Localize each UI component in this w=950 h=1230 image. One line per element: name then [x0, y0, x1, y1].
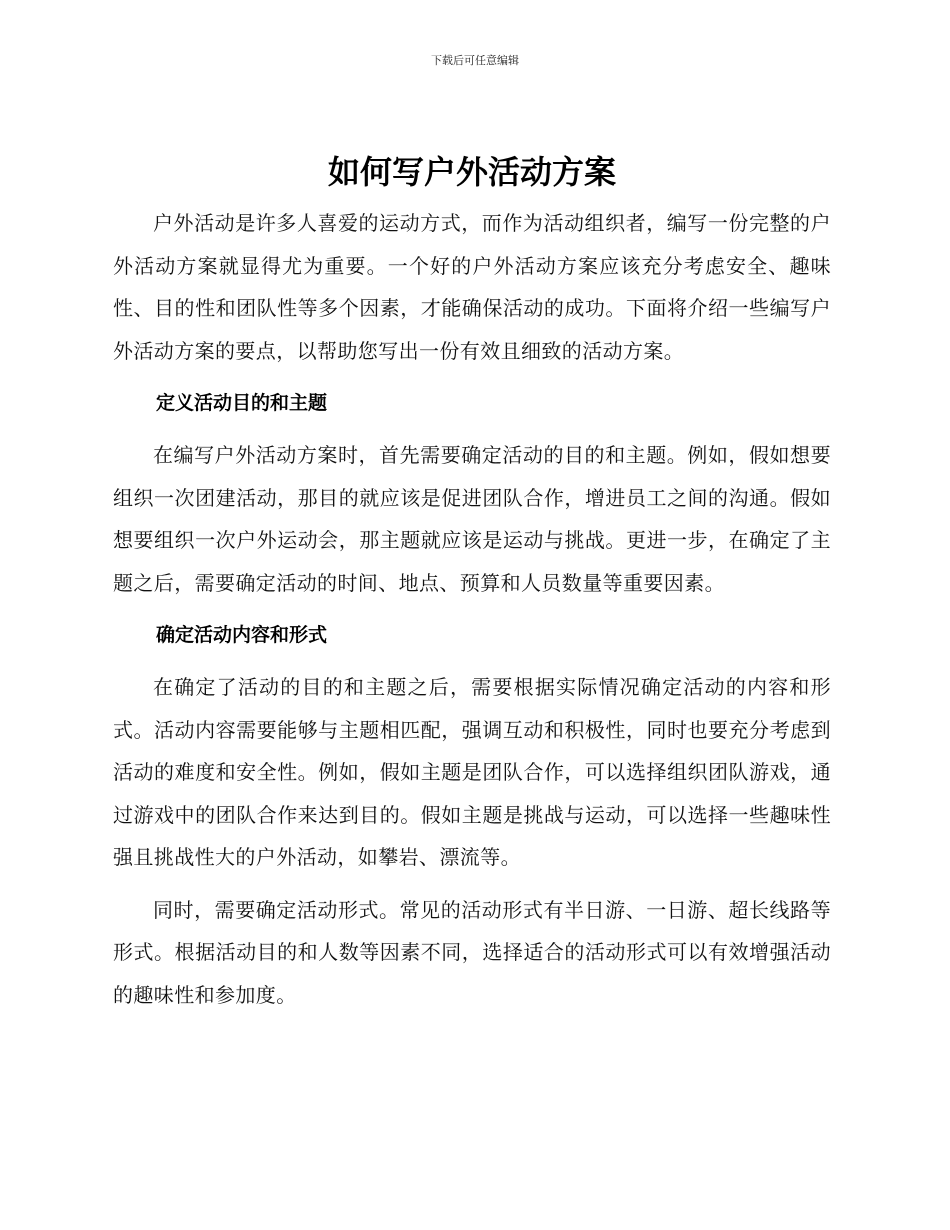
intro-paragraph: 户外活动是许多人喜爱的运动方式，而作为活动组织者，编写一份完整的户外活动方案就显得尤为重要。一个好的户外活动方案应该充分考虑安全、趣味性、目的性和团队性等多个因素，才能确保活动的成功。下面将介绍一些编写户外活动方案的要点，以帮助您写出一份有效且细致的活动方案。	[113, 211, 831, 363]
spacer	[113, 194, 831, 202]
section-paragraph: 在确定了活动的目的和主题之后，需要根据实际情况确定活动的内容和形式。活动内容需要能够与主题相匹配，强调互动和积极性，同时也要充分考虑到活动的难度和安全性。例如，假如主题是团队合作，可以选择组织团队游戏，通过游戏中的团队合作来达到目的。假如主题是挑战与运动，可以选择一些趣味性强且挑战性大的户外活动，如攀岩、漂流等。	[113, 675, 831, 869]
section-paragraph: 同时，需要确定活动形式。常见的活动形式有半日游、一日游、超长线路等形式。根据活动目的和人数等因素不同，选择适合的活动形式可以有效增强活动的趣味性和参加度。	[113, 897, 831, 1007]
section-heading-purpose: 定义活动目的和主题	[156, 392, 328, 414]
section-paragraph: 在编写户外活动方案时，首先需要确定活动的目的和主题。例如，假如想要组织一次团建活动，那目的就应该是促进团队合作，增进员工之间的沟通。假如想要组织一次户外运动会，那主题就应该是运动与挑战。更进一步，在确定了主题之后，需要确定活动的时间、地点、预算和人员数量等重要因素。	[113, 443, 831, 595]
spacer	[113, 656, 831, 666]
document-body	[113, 150, 831, 1016]
page-header-note: 下载后可任意编辑	[431, 54, 519, 67]
spacer	[113, 424, 831, 434]
spacer	[113, 604, 831, 614]
document-title: 如何写户外活动方案	[327, 153, 616, 191]
spacer	[113, 879, 831, 889]
spacer	[113, 372, 831, 382]
section-heading-content: 确定活动内容和形式	[156, 624, 328, 646]
